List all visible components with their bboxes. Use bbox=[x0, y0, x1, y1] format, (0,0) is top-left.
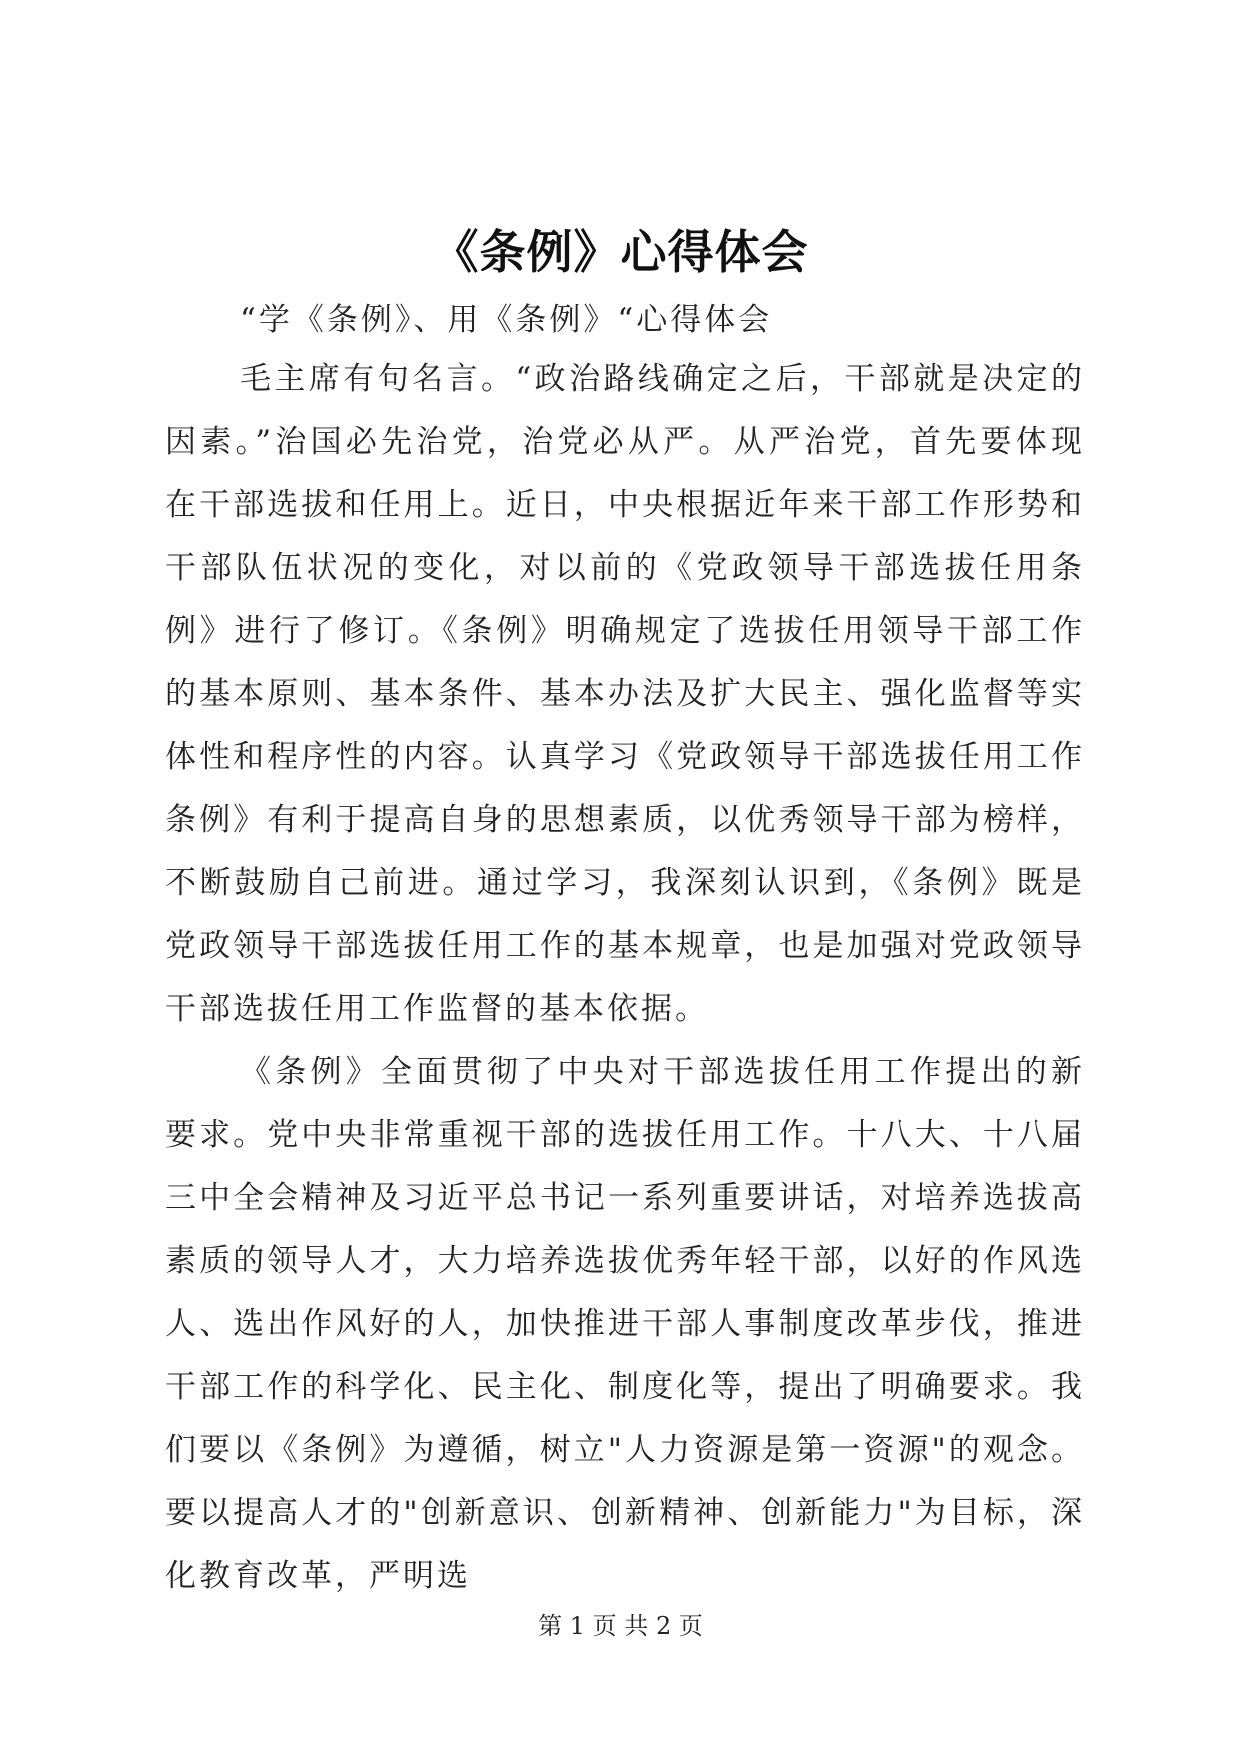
paragraph-2: 《条例》全面贯彻了中央对干部选拔任用工作提出的新要求。党中央非常重视干部的选拔任用工作。十八大、十八届三中全会精神及习近平总书记一系列重要讲话，对培养选拔高素质的领导人才，大力培养选拔优秀年轻干部，以好的作风选人、选出作风好的人，加快推进干部人事制度改革步伐，推进干部工作的科学化、民主化、制度化等，提出了明确要求。我们要以《条例》为遵循，树立"人力资源是第一资源"的观念。要以提高人才的"创新意识、创新精神、创新能力"为目标，深化教育改革，严明选 bbox=[165, 1054, 1085, 1594]
paragraph-1: 毛主席有句名言。“政治路线确定之后，干部就是决定的因素。”治国必先治党，治党必从严。从严治党，首先要体现在干部选拔和任用上。近日，中央根据近年来干部工作形势和干部队伍状况的变化，对以前的《党政领导干部选拔任用条例》进行了修订。《条例》明确规定了选拔任用领导干部工作的基本原则、基本条件、基本办法及扩大民主、强化监督等实体性和程序性的内容。认真学习《党政领导干部选拔任用工作条例》有利于提高自身的思想素质，以优秀领导干部为榜样，不断鼓励自己前进。通过学习，我深刻认识到，《条例》既是党政领导干部选拔任用工作的基本规章，也是加强对党政领导干部选拔任用工作监督的基本依据。 bbox=[165, 361, 1085, 1027]
document-subtitle: “学《条例》、用《条例》“心得体会 bbox=[240, 302, 773, 338]
document-body bbox=[165, 348, 1085, 1608]
page-footer: 第 1 页 共 2 页 bbox=[538, 1612, 703, 1640]
document-title: 《条例》心得体会 bbox=[432, 225, 809, 279]
